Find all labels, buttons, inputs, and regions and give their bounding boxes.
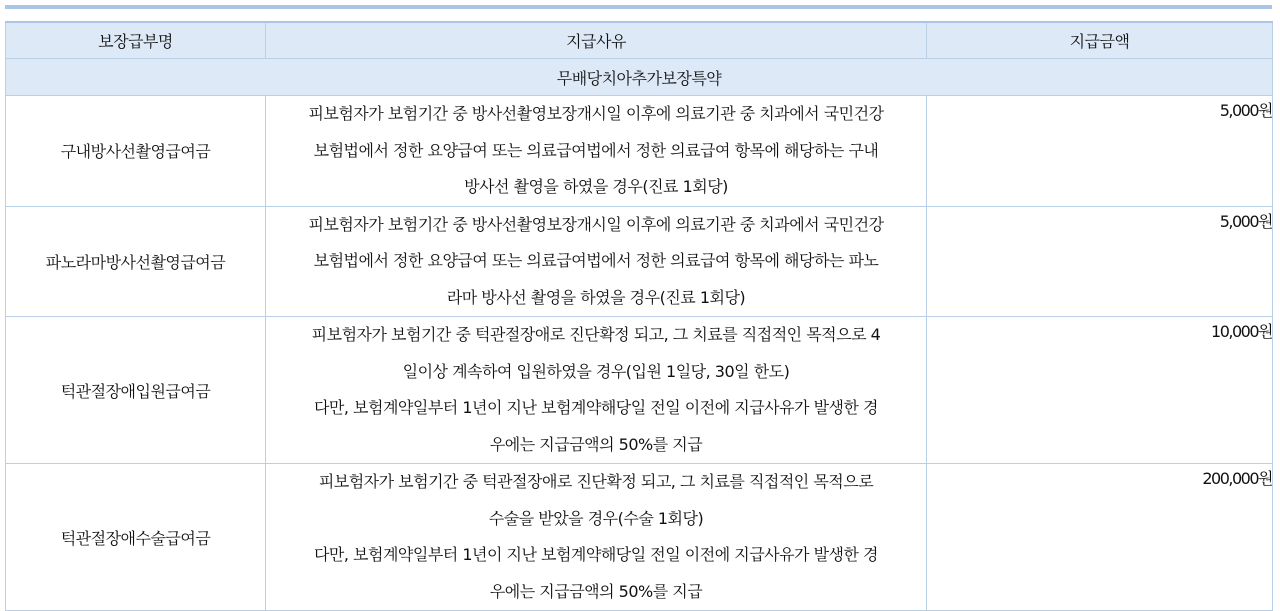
top-accent-bar bbox=[5, 5, 1272, 9]
payment-amount: 10,000원 bbox=[927, 317, 1273, 464]
header-payment-reason: 지급사유 bbox=[266, 22, 927, 59]
payment-reason bbox=[266, 96, 927, 207]
reason-line: 다만, 보험계약일부터 1년이 지난 보험계약해당일 전일 이전에 지급사유가 발생한 경 bbox=[313, 545, 879, 564]
reason-line: 라마 방사선 촬영을 하였을 경우(진료 1회당) bbox=[446, 287, 746, 307]
header-benefit-name: 보장급부명 bbox=[6, 22, 266, 59]
reason-line: 방사선 촬영을 하였을 경우(진료 1회당) bbox=[464, 177, 728, 196]
reason-line: 우에는 지급금액의 50%를 지급 bbox=[489, 434, 703, 454]
reason-line: 다만, 보험계약일부터 1년이 지난 보험계약해당일 전일 이전에 지급사유가 발생한 경 bbox=[313, 398, 879, 417]
payment-reason bbox=[266, 206, 927, 317]
section-title: 무배당치아추가보장특약 bbox=[6, 59, 1273, 96]
reason-line: 보험법에서 정한 요양급여 또는 의료급여법에서 정한 의료급여 항목에 해당하는 구내 bbox=[313, 140, 879, 160]
reason-line: 일이상 계속하여 입원하였을 경우(입원 1일당, 30일 한도) bbox=[402, 361, 790, 381]
reason-line: 수술을 받았을 경우(수술 1회당) bbox=[488, 508, 704, 528]
reason-line: 피보험자가 보험기간 중 방사선촬영보장개시일 이후에 의료기관 중 치과에서 국민건강 bbox=[308, 104, 884, 123]
table-row bbox=[6, 206, 1273, 317]
benefit-name: 턱관절장애수술급여금 bbox=[6, 464, 266, 611]
reason-line: 피보험자가 보험기간 중 턱관절장애로 진단확정 되고, 그 치료를 직접적인 목적으로 4 bbox=[311, 325, 881, 344]
reason-line: 피보험자가 보험기간 중 방사선촬영보장개시일 이후에 의료기관 중 치과에서 국민건강 bbox=[308, 214, 884, 234]
reason-line: 피보험자가 보험기간 중 턱관절장애로 진단확정 되고, 그 치료를 직접적인 목적으로 bbox=[318, 472, 874, 491]
payment-amount: 5,000원 bbox=[927, 206, 1273, 317]
table-row bbox=[6, 96, 1273, 207]
section-row bbox=[6, 59, 1273, 96]
payment-amount: 5,000원 bbox=[927, 96, 1273, 207]
benefit-table bbox=[5, 21, 1273, 611]
reason-line: 우에는 지급금액의 50%를 지급 bbox=[489, 581, 703, 601]
header-payment-amount: 지급금액 bbox=[927, 22, 1273, 59]
benefit-name: 파노라마방사선촬영급여금 bbox=[6, 206, 266, 317]
reason-line: 보험법에서 정한 요양급여 또는 의료급여법에서 정한 의료급여 항목에 해당하는 파노 bbox=[313, 251, 879, 270]
table-row bbox=[6, 464, 1273, 611]
payment-reason bbox=[266, 464, 927, 611]
payment-reason bbox=[266, 317, 927, 464]
payment-amount: 200,000원 bbox=[927, 464, 1273, 611]
benefit-name: 구내방사선촬영급여금 bbox=[6, 96, 266, 207]
header-row bbox=[6, 22, 1273, 59]
benefit-name: 턱관절장애입원급여금 bbox=[6, 317, 266, 464]
table-row bbox=[6, 317, 1273, 464]
